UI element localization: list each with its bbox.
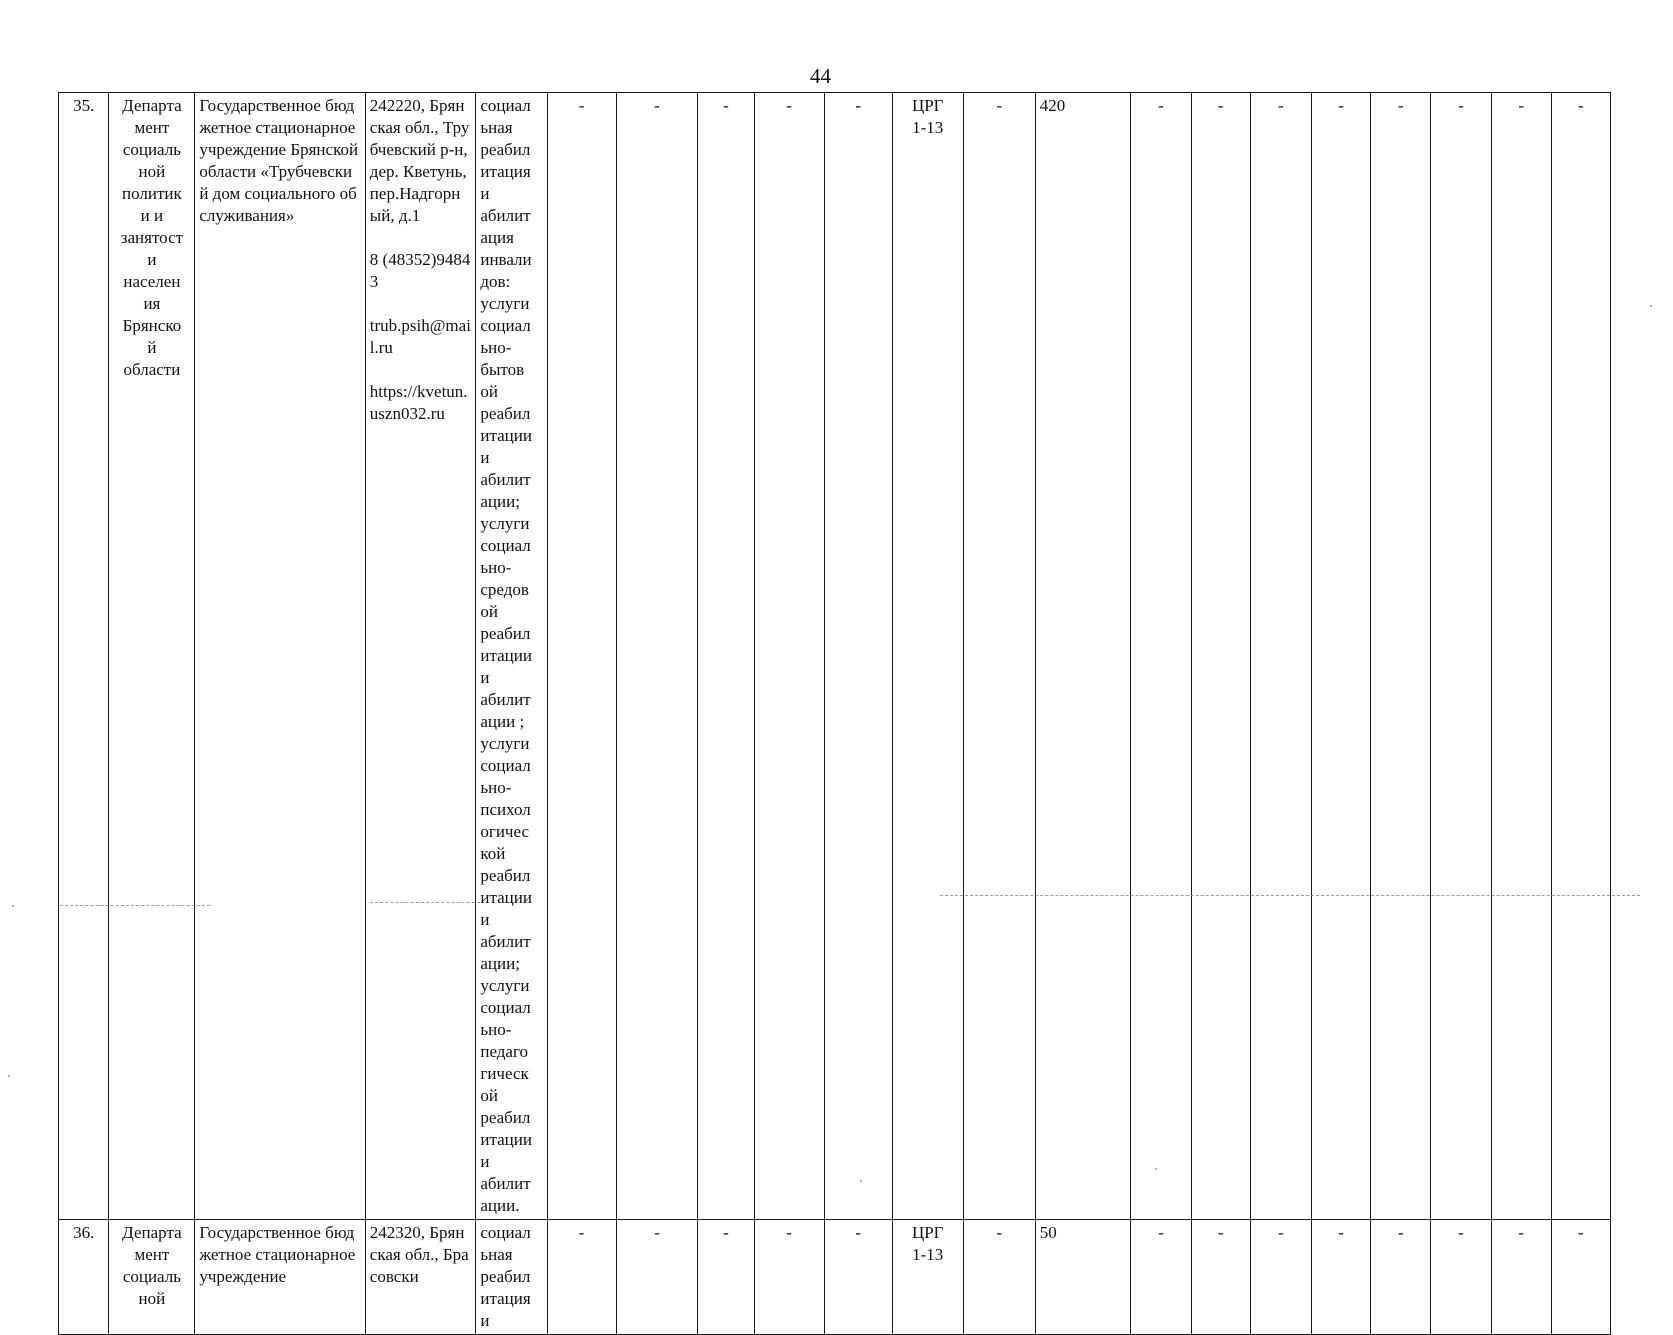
value-cell: - bbox=[1491, 93, 1551, 1220]
target-group: ЦРГ 1-13 bbox=[892, 93, 963, 1220]
value-cell: - bbox=[1311, 93, 1370, 1220]
value-cell: - bbox=[1551, 1220, 1610, 1335]
value-cell: - bbox=[963, 93, 1035, 1220]
value-cell: - bbox=[1250, 93, 1311, 1220]
address: 242320, Брянская обл., Брасовски bbox=[369, 1223, 469, 1286]
scan-artifact-speck bbox=[1650, 305, 1652, 307]
value-cell: - bbox=[547, 93, 616, 1220]
value-cell: - bbox=[1491, 1220, 1551, 1335]
page-number: 44 bbox=[810, 64, 831, 88]
email: trub.psih@mail.ru bbox=[369, 316, 471, 357]
capacity-count: 50 bbox=[1035, 1220, 1131, 1335]
value-cell: - bbox=[1551, 93, 1610, 1220]
scan-artifact-line bbox=[60, 905, 210, 906]
value-cell: - bbox=[1431, 93, 1491, 1220]
table-row bbox=[59, 93, 1673, 1220]
row-number: 35. bbox=[59, 93, 109, 1220]
scan-artifact-speck bbox=[8, 1075, 10, 1077]
value-cell: - bbox=[1250, 1220, 1311, 1335]
scan-artifact-speck bbox=[860, 1180, 862, 1182]
row-number: 36. bbox=[59, 1220, 109, 1335]
scan-artifact-line bbox=[940, 895, 1640, 896]
value-cell: - bbox=[1131, 93, 1191, 1220]
scan-artifact-line bbox=[370, 902, 480, 903]
value-cell: - bbox=[754, 93, 824, 1220]
target-group: ЦРГ 1-13 bbox=[892, 1220, 963, 1335]
address: 242220, Брянская обл., Трубчевский р-н, дер. Кветунь, пер.Надгорный, д.1 bbox=[369, 96, 470, 225]
contact-cell bbox=[365, 93, 476, 1220]
capacity-count: 420 bbox=[1035, 93, 1131, 1220]
scan-artifact-speck bbox=[1155, 1168, 1157, 1170]
value-cell: - bbox=[698, 1220, 754, 1335]
table-row bbox=[59, 1220, 1673, 1335]
value-cell: - bbox=[1131, 1220, 1191, 1335]
value-cell: - bbox=[1371, 1220, 1431, 1335]
value-cell: - bbox=[754, 1220, 824, 1335]
value-cell: - bbox=[698, 93, 754, 1220]
value-cell: - bbox=[547, 1220, 616, 1335]
institution-name: Государственное бюджетное стационарное учреждение bbox=[195, 1220, 365, 1335]
department-name: Департа мент социаль ной политик и и занятост и населен ия Брянско й области bbox=[109, 93, 195, 1220]
value-cell: - bbox=[824, 93, 892, 1220]
website: https://kvetun.uszn032.ru bbox=[369, 382, 468, 423]
department-name: Департа мент социаль ной bbox=[109, 1220, 195, 1335]
services-list: социал ьная реабил итация и абилит ация инвали дов: услуги социал ьно- бытов ой реабил итации и абилит ации; услуги социал ьно- средов ой реабил итации и абилит ации ; услуги социал ьно- психол огичес кой реабил итации и абилит ации; услуги социал ьно- педаго гическ ой реабил итации и абилит ации. bbox=[476, 93, 547, 1220]
value-cell: - bbox=[1431, 1220, 1491, 1335]
value-cell: - bbox=[1191, 93, 1250, 1220]
scan-artifact-speck bbox=[12, 905, 14, 907]
value-cell: - bbox=[1311, 1220, 1370, 1335]
value-cell: - bbox=[824, 1220, 892, 1335]
services-table bbox=[58, 92, 1673, 1335]
value-cell: - bbox=[1371, 93, 1431, 1220]
value-cell: - bbox=[1191, 1220, 1250, 1335]
services-list: социал ьная реабил итация и bbox=[476, 1220, 547, 1335]
phone: 8 (48352)94843 bbox=[369, 250, 471, 291]
contact-cell bbox=[365, 1220, 476, 1335]
value-cell: - bbox=[963, 1220, 1035, 1335]
value-cell: - bbox=[616, 1220, 698, 1335]
value-cell: - bbox=[616, 93, 698, 1220]
institution-name: Государственное бюджетное стационарное учреждение Брянской области «Трубчевский дом социального обслуживания» bbox=[195, 93, 365, 1220]
